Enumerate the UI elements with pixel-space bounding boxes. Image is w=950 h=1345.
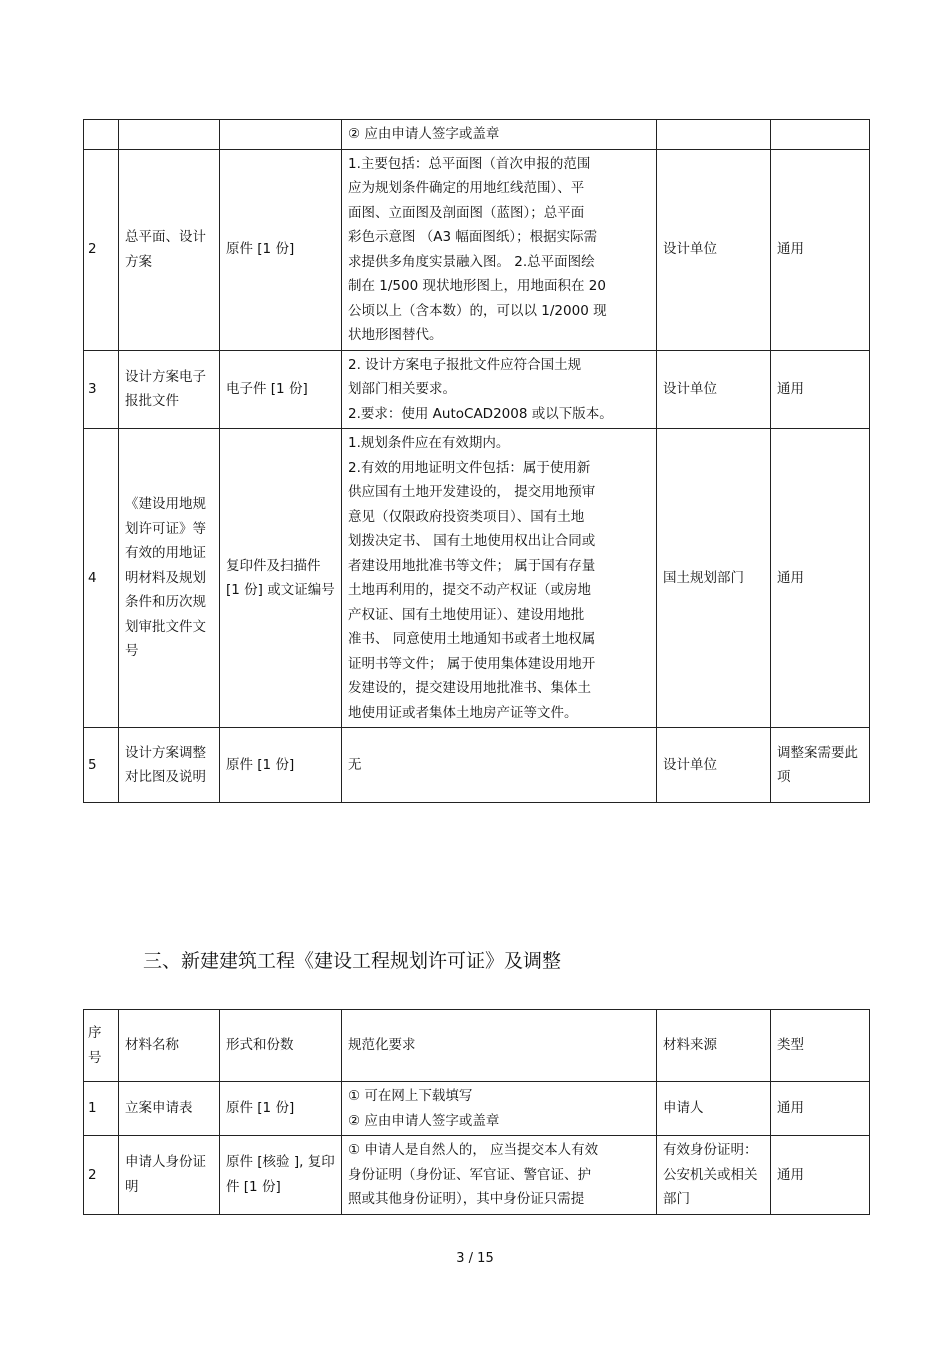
material-source: 有效身份证明：公安机关或相关部门 — [657, 1136, 771, 1215]
requirement-line: ② 应由申请人签字或盖章 — [348, 126, 500, 142]
row-number: 4 — [84, 429, 119, 728]
material-form: 原件 [1 份] — [220, 1082, 342, 1136]
requirement-text — [342, 1136, 657, 1215]
table-row — [84, 429, 870, 728]
material-form: 原件 [核验 ], 复印件 [1 份] — [220, 1136, 342, 1215]
header-source: 材料来源 — [657, 1010, 771, 1082]
row-number: 2 — [84, 149, 119, 350]
requirement-line: 2.有效的用地证明文件包括：属于使用新 — [348, 459, 591, 476]
requirement-line: ① 可在网上下载填写 — [348, 1088, 473, 1104]
material-name: 申请人身份证明 — [119, 1136, 220, 1215]
material-name — [119, 120, 220, 150]
requirement-line: 土地再利用的，提交不动产权证（或房地 — [348, 582, 591, 598]
material-type — [771, 120, 870, 150]
requirement-line: 身份证明（身份证、军官证、警官证、护 — [348, 1166, 591, 1183]
requirement-line: 2. 设计方案电子报批文件应符合国土规 — [348, 356, 582, 373]
requirement-line: 意见（仅限政府投资类项目）、国有土地 — [348, 508, 585, 525]
requirement-text — [342, 1082, 657, 1136]
material-type: 通用 — [771, 429, 870, 728]
requirement-text — [342, 149, 657, 350]
material-form — [220, 120, 342, 150]
header-name: 材料名称 — [119, 1010, 220, 1082]
requirement-line: 产权证、国有土地使用证）、建设用地批 — [348, 606, 585, 623]
material-name: 《建设用地规划许可证》等有效的用地证明材料及规划条件和历次规划审批文件文号 — [119, 429, 220, 728]
material-name: 设计方案调整对比图及说明 — [119, 728, 220, 803]
material-type: 通用 — [771, 149, 870, 350]
material-type: 通用 — [771, 1136, 870, 1215]
requirement-line: 制在 1/500 现状地形图上，用地面积在 20 — [348, 278, 606, 294]
materials-table — [83, 1009, 870, 1215]
material-name: 设计方案电子报批文件 — [119, 350, 220, 429]
requirement-line: 供应国有土地开发建设的， 提交用地预审 — [348, 484, 596, 500]
requirement-line: 照或其他身份证明），其中身份证只需提 — [348, 1191, 585, 1207]
row-number: 2 — [84, 1136, 119, 1215]
material-form: 原件 [1 份] — [220, 149, 342, 350]
material-source: 申请人 — [657, 1082, 771, 1136]
page-number: 3 / 15 — [456, 1251, 494, 1266]
section-title: 三、新建建筑工程《建设工程规划许可证》及调整 — [143, 950, 562, 972]
requirement-line: ② 应由申请人签字或盖章 — [348, 1112, 500, 1129]
table-row — [84, 1082, 870, 1136]
requirement-line: 者建设用地批准书等文件； 属于国有存量 — [348, 557, 596, 574]
header-type: 类型 — [771, 1010, 870, 1082]
material-source: 设计单位 — [657, 728, 771, 803]
material-type: 通用 — [771, 350, 870, 429]
requirement-line: 发建设的，提交建设用地批准书、集体土 — [348, 680, 591, 696]
material-form: 原件 [1 份] — [220, 728, 342, 803]
row-number: 5 — [84, 728, 119, 803]
requirement-line: 无 — [348, 756, 362, 773]
materials-table-continued — [83, 119, 870, 803]
table-row — [84, 120, 870, 150]
material-type: 通用 — [771, 1082, 870, 1136]
requirement-line: 1.规划条件应在有效期内。 — [348, 435, 510, 451]
row-number — [84, 120, 119, 150]
requirement-line: 彩色示意图 （A3 幅面图纸）；根据实际需 — [348, 229, 598, 245]
requirement-line: 求提供多角度实景融入图。 2.总平面图绘 — [348, 253, 595, 270]
requirement-line: 1.主要包括：总平面图（首次申报的范围 — [348, 155, 591, 172]
table-row — [84, 1136, 870, 1215]
row-number: 3 — [84, 350, 119, 429]
material-source: 国土规划部门 — [657, 429, 771, 728]
header-form: 形式和份数 — [220, 1010, 342, 1082]
requirement-text — [342, 120, 657, 150]
requirement-text — [342, 728, 657, 803]
requirement-text — [342, 429, 657, 728]
material-type: 调整案需要此项 — [771, 728, 870, 803]
requirement-line: 划部门相关要求。 — [348, 381, 456, 397]
material-source — [657, 120, 771, 150]
requirement-line: ① 申请人是自然人的， 应当提交本人有效 — [348, 1142, 599, 1158]
requirement-line: 准书、 同意使用土地通知书或者土地权属 — [348, 631, 596, 647]
requirement-text — [342, 350, 657, 429]
table-row — [84, 728, 870, 803]
requirement-line: 应为规划条件确定的用地红线范围）、平 — [348, 180, 585, 196]
material-source: 设计单位 — [657, 350, 771, 429]
requirement-line: 面图、立面图及剖面图（蓝图）；总平面 — [348, 204, 585, 221]
table-row — [84, 149, 870, 350]
requirement-line: 2.要求：使用 AutoCAD2008 或以下版本。 — [348, 405, 613, 422]
requirement-line: 地使用证或者集体土地房产证等文件。 — [348, 704, 578, 721]
requirement-line: 证明书等文件； 属于使用集体建设用地开 — [348, 655, 596, 672]
material-name: 总平面、设计方案 — [119, 149, 220, 350]
header-num: 序号 — [84, 1010, 119, 1082]
requirement-line: 状地形图替代。 — [348, 327, 443, 343]
header-requirement: 规范化要求 — [342, 1010, 657, 1082]
requirement-line: 划拨决定书、 国有土地使用权出让合同或 — [348, 533, 596, 549]
table-row — [84, 350, 870, 429]
material-form: 复印件及扫描件 [1 份] 或文证编号 — [220, 429, 342, 728]
table-header-row — [84, 1010, 870, 1082]
row-number: 1 — [84, 1082, 119, 1136]
material-source: 设计单位 — [657, 149, 771, 350]
requirement-line: 公顷以上（含本数）的，可以以 1/2000 现 — [348, 302, 607, 319]
material-form: 电子件 [1 份] — [220, 350, 342, 429]
material-name: 立案申请表 — [119, 1082, 220, 1136]
